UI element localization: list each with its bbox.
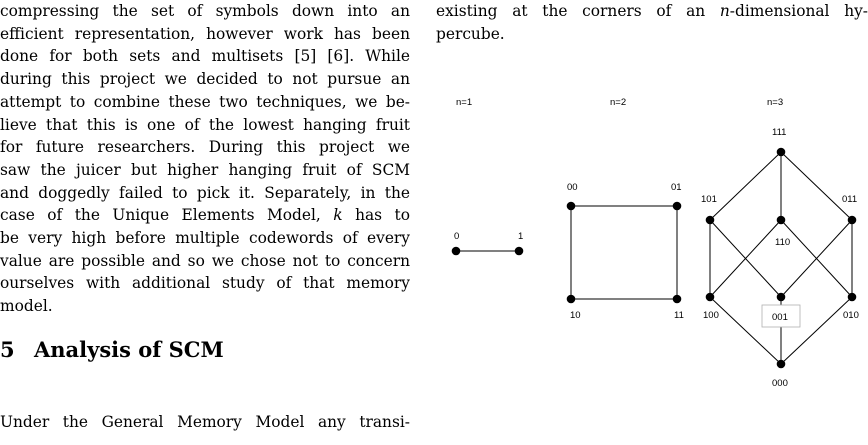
- vertex-100: [706, 293, 715, 302]
- vertex-110: [777, 216, 786, 225]
- text-line-with-n: existing at the corners of an n-dimensional hy-: [436, 2, 868, 20]
- vertex-label: 00: [567, 182, 578, 193]
- hypercube-svg: [436, 80, 868, 441]
- hypercube-n3: [701, 127, 859, 389]
- section-title: Analysis of SCM: [34, 337, 224, 362]
- cube-edges: [710, 152, 852, 364]
- panel-label-n1: n=1: [456, 97, 473, 108]
- vertex-label: 100: [703, 310, 719, 321]
- text-line: and doggedly failed to pick it. Separately, in the: [0, 183, 410, 202]
- text-line: efficient representation, however work has been: [0, 24, 410, 43]
- text-line: Under the General Memory Model any transi-: [0, 413, 410, 431]
- text-line: during this project we decided to not pursue an: [0, 70, 410, 89]
- vertex-1: [515, 247, 524, 256]
- text-line: done for both sets and multisets [5] [6]. While: [0, 47, 410, 66]
- vertex-label: 001: [772, 312, 788, 323]
- text-line: lieve that this is one of the lowest hanging fruit: [0, 115, 410, 134]
- vertex-label: 010: [843, 310, 859, 321]
- vertex-000: [777, 360, 786, 369]
- hypercube-figure: [436, 80, 868, 441]
- vertex-11: [673, 295, 682, 304]
- panel-label-n3: n=3: [767, 97, 784, 108]
- hypercube-n1: [452, 231, 524, 255]
- text-line: ourselves with additional study of that memory: [0, 274, 410, 293]
- section-heading: [0, 337, 224, 362]
- vertex-label: 10: [570, 310, 581, 321]
- text-line: model.: [0, 297, 53, 316]
- text-line: attempt to combine these two techniques, we be-: [0, 92, 410, 111]
- vertex-00: [567, 202, 576, 211]
- text-line: compressing the set of symbols down into an: [0, 2, 410, 20]
- text-line: be very high before multiple codewords of every: [0, 229, 410, 248]
- vertex-01: [673, 202, 682, 211]
- vertex-001: [777, 293, 786, 302]
- text-line: for future researchers. During this project we: [0, 138, 410, 157]
- vertex-101: [706, 216, 715, 225]
- paragraph-2: [0, 411, 410, 434]
- vertex-label: 011: [842, 194, 858, 205]
- text-line-with-k: case of the Unique Elements Model, k has to: [0, 206, 410, 225]
- vertex-label: 111: [772, 127, 787, 138]
- vertex-label: 101: [701, 194, 717, 205]
- vertex-10: [567, 295, 576, 304]
- vertex-0: [452, 247, 461, 256]
- left-column: [0, 0, 410, 318]
- hypercube-n2: [567, 182, 684, 321]
- text-line: percube.: [436, 24, 505, 43]
- text-line: saw the juicer but higher hanging fruit of SCM: [0, 160, 410, 179]
- vertex-label: 110: [775, 237, 791, 248]
- paragraph-1: [0, 0, 410, 318]
- vertex-label: 1: [518, 231, 524, 242]
- square-edges: [571, 206, 677, 299]
- vertex-111: [777, 148, 786, 157]
- vertex-label: 0: [454, 231, 460, 242]
- text-line: value are possible and so we chose not to concern: [0, 251, 410, 270]
- vertex-label: 01: [671, 182, 682, 193]
- right-column: [436, 0, 868, 45]
- section-number: 5: [0, 337, 15, 362]
- vertex-010: [848, 293, 857, 302]
- vertex-011: [848, 216, 857, 225]
- vertex-label: 000: [772, 378, 788, 389]
- panel-label-n2: n=2: [610, 97, 627, 108]
- vertex-label: 11: [674, 310, 684, 321]
